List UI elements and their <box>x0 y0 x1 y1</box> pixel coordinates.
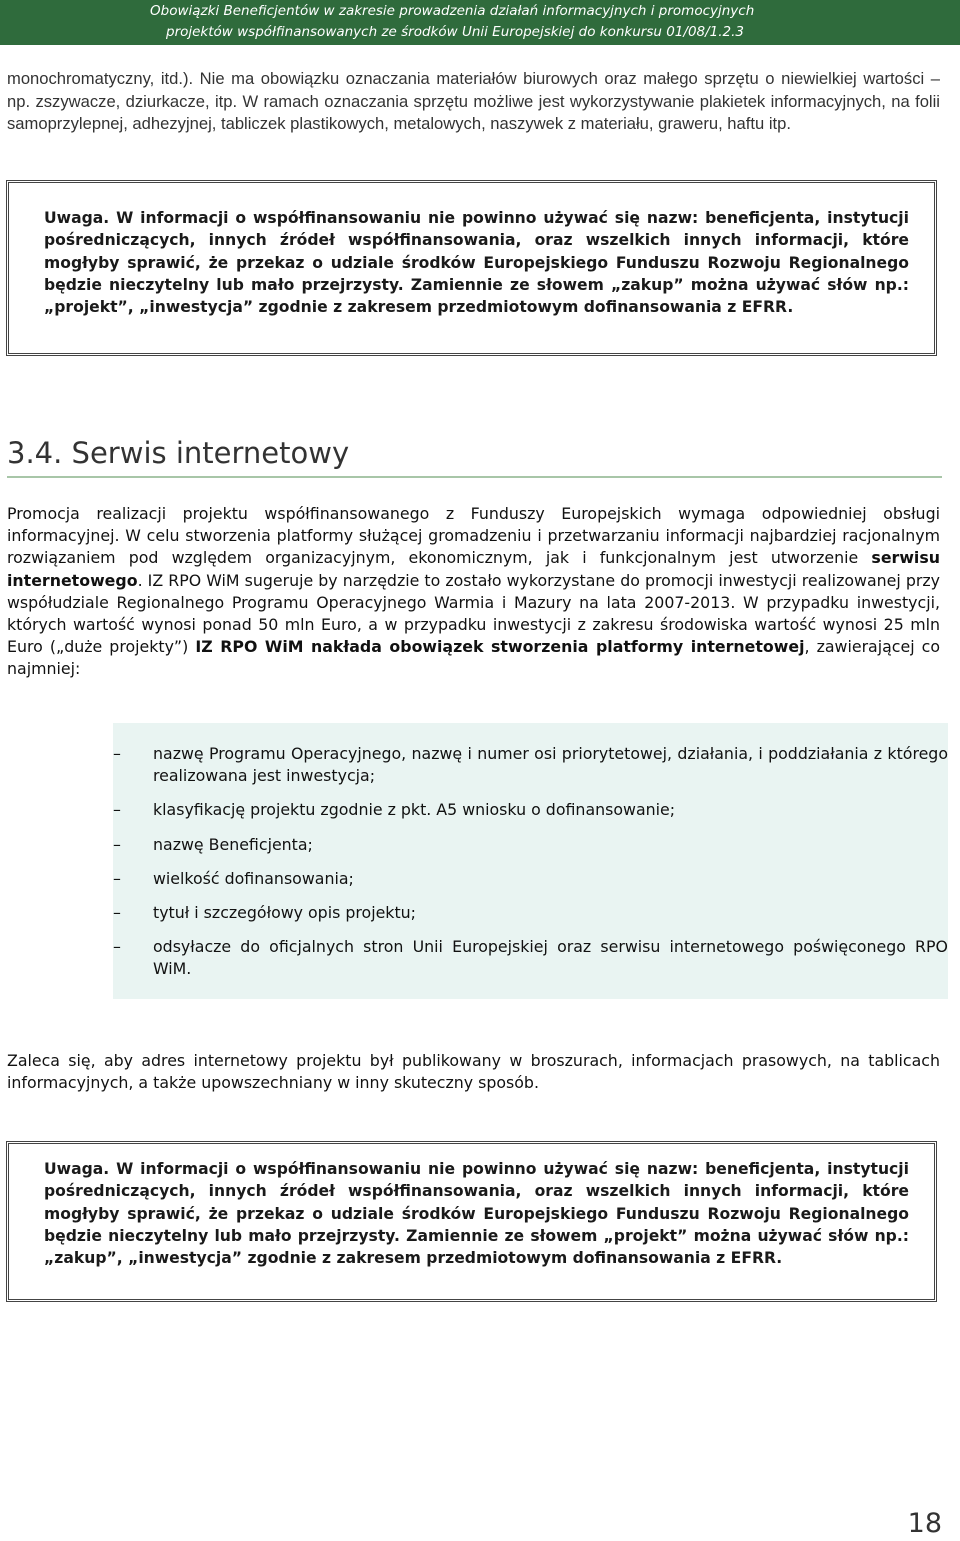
list-item-text: odsyłacze do oficjalnych stron Unii Europejskiej oraz serwisu internetowego poświęconego RPO WiM. <box>153 937 948 979</box>
header-line-1: Obowiązki Beneficjentów w zakresie prowadzenia działań informacyjnych i promocyjnych <box>150 3 755 19</box>
list-item-text: klasyfikację projektu zgodnie z pkt. A5 wniosku o dofinansowanie; <box>153 800 676 820</box>
list-item <box>113 743 948 787</box>
paragraph-part-3: ) <box>182 637 196 657</box>
dash-bullet: – <box>113 903 121 923</box>
list-item <box>113 868 948 890</box>
paragraph-recommendation: Zaleca się, aby adres internetowy projektu był publikowany w broszurach, informacjach prasowych, na tablicach informacyjnych, a także upowszechniany w inny skuteczny sposób. <box>7 1051 940 1093</box>
list-item <box>113 834 948 856</box>
dash-bullet: – <box>113 937 121 957</box>
paragraph-bold-serwis: serwisu internetowego <box>7 548 940 590</box>
note-2-text: Uwaga. W informacji o współfinansowaniu nie powinno używać się nazw: beneficjenta, instytucji pośredniczących, innych źródeł współfinansowania, oraz wszelkich innych informacji, które mogłyby sprawić, że przekaz o udziale środków Europejskiego Funduszu Rozwoju Regionalnego będzie nieczytelny lub mało przejrzysty. Zamiennie ze słowem „projekt” można używać słów np.: „zakup”, „inwestycja” zgodnie z zakresem przedmiotowym dofinansowania z EFRR. <box>44 1160 909 1268</box>
paragraph-part-2: . IZ RPO WiM sugeruje by narzędzie to zostało wykorzystane do promocji inwestycji realizowanej przy współudziale Regionalnego Programu Operacyjnego Warmia i Mazury na lata 2007-2013. W przypadku inwestycji, których wartość wynosi ponad 50 mln Euro, a w przypadku inwestycji z zakresu środowiska wartość wynosi 25 mln Euro ( <box>7 570 940 657</box>
requirements-list <box>113 723 948 981</box>
dash-bullet: – <box>113 744 121 763</box>
list-item-text: nazwę Beneficjenta; <box>153 834 313 854</box>
list-item-text: tytuł i szczegółowy opis projektu; <box>153 903 416 923</box>
paragraph-quote: „duże projekty” <box>56 637 183 657</box>
section-title: 3.4. Serwis internetowy <box>7 436 942 478</box>
paragraph-part-4: , zawierającej co najmniej: <box>7 637 940 679</box>
intro-paragraph: monochromatyczny, itd.). Nie ma obowiązku oznaczania materiałów biurowych oraz małego sprzętu o niewielkiej wartości – np. zszywacze, dziurkacze, itp. W ramach oznaczania sprzętu możliwe jest wykorzystywanie plakietek informacyjnych, na folii samoprzylepnej, adhezyjnej, tabliczek plastikowych, metalowych, naszywek z materiału, graweru, haftu itp. <box>7 69 940 134</box>
dash-bullet: – <box>113 834 121 854</box>
list-item <box>113 902 948 924</box>
note-box-2 <box>6 1141 937 1302</box>
list-item <box>113 799 948 821</box>
paragraph-platform <box>7 503 940 681</box>
requirements-list-box <box>113 723 948 999</box>
dash-bullet: – <box>113 868 121 888</box>
list-item-text: nazwę Programu Operacyjnego, nazwę i numer osi priorytetowej, działania, i poddziałania z którego realizowana jest inwestycja; <box>153 744 948 786</box>
list-item-text: wielkość dofinansowania; <box>153 868 354 888</box>
paragraph-bold-obligation: IZ RPO WiM nakłada obowiązek stworzenia platformy internetowej <box>195 637 805 657</box>
header-line-2: projektów współfinansowanych ze środków Unii Europejskiej do konkursu 01/08/1.2.3 <box>166 24 745 40</box>
list-item <box>113 936 948 980</box>
note-1-text: Uwaga. W informacji o współfinansowaniu nie powinno używać się nazw: beneficjenta, instytucji pośredniczących, innych źródeł współfinansowania, oraz wszelkich innych informacji, które mogłyby sprawić, że przekaz o udziale środków Europejskiego Funduszu Rozwoju Regionalnego będzie nieczytelny lub mało przejrzysty. Zamiennie ze słowem „zakup” można używać słów np.: „projekt”, „inwestycja” zgodnie z zakresem przedmiotowym dofinansowania z EFRR. <box>44 209 909 317</box>
paragraph-part-1: Promocja realizacji projektu współfinansowanego z Funduszy Europejskich wymaga odpowiedniej obsługi informacyjnej. W celu stworzenia platformy służącej gromadzeniu i przetwarzaniu informacji najbardziej racjonalnym rozwiązaniem pod względem organizacyjnym, ekonomicznym, jak i funkcjonalnym jest utworzenie <box>7 504 940 568</box>
page-number: 18 <box>907 1508 942 1539</box>
dash-bullet: – <box>113 800 121 820</box>
note-box-1 <box>6 180 937 356</box>
document-header <box>0 0 960 45</box>
